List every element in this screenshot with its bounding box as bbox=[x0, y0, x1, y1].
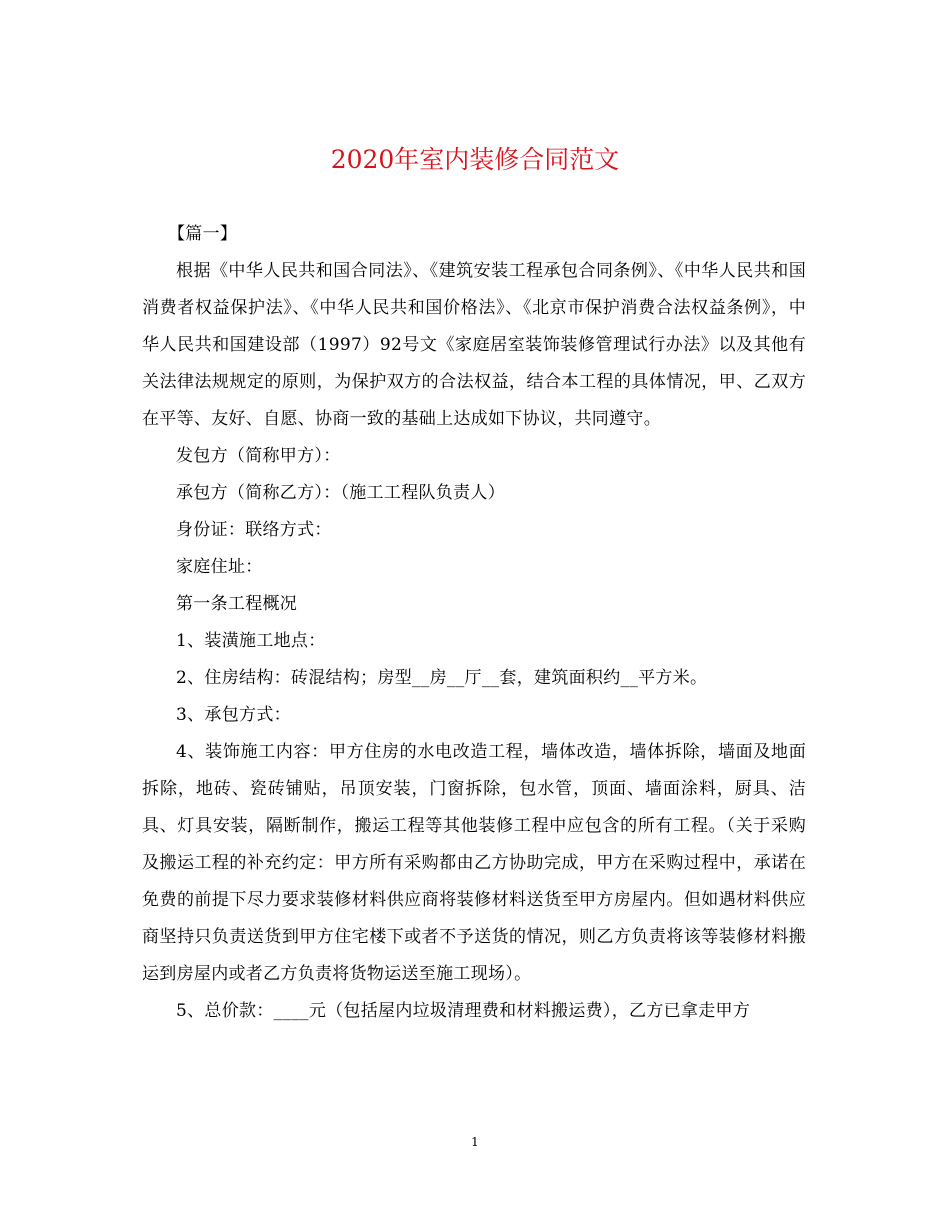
document-title: 2020年室内装修合同范文 bbox=[330, 145, 620, 174]
paragraph-item-4: 4、装饰施工内容：甲方住房的水电改造工程，墙体改造，墙体拆除，墙面及地面拆除，地砖、瓷砖铺贴，吊顶安装，门窗拆除，包水管，顶面、墙面涂料，厨具、洁具、灯具安装，隔断制作，搬运工程等其他装修工程中应包含的所有工程。（关于采购及搬运工程的补充约定：甲方所有采购都由乙方协助完成，甲方在采购过程中，承诺在免费的前提下尽力要求装修材料供应商将装修材料送货至甲方房屋内。但如遇材料供应商坚持只负责送货到甲方住宅楼下或者不予送货的情况，则乙方负责将该等装修材料搬运到房屋内或者乙方负责将货物运送至施工现场）。 bbox=[142, 742, 806, 984]
paragraph-party-b: 承包方（简称乙方）：（施工工程队负责人） bbox=[176, 483, 505, 503]
paragraph-address: 家庭住址： bbox=[176, 557, 263, 577]
paragraph-preamble: 根据《中华人民共和国合同法》、《建筑安装工程承包合同条例》、《中华人民共和国消费者权益保护法》、《中华人民共和国价格法》、《北京市保护消费合法权益条例》，中华人民共和国建设部（1997）92号文《家庭居室装饰装修管理试行办法》以及其他有关法律法规规定的原则，为保护双方的合法权益，结合本工程的具体情况，甲、乙双方在平等、友好、自愿、协商一致的基础上达成如下协议，共同遵守。 bbox=[142, 261, 806, 429]
paragraph-item-3: 3、承包方式： bbox=[176, 705, 291, 725]
paragraph-item-5: 5、总价款：____元（包括屋内垃圾清理费和材料搬运费），乙方已拿走甲方 bbox=[176, 1001, 751, 1021]
paragraph-item-2: 2、住房结构：砖混结构；房型__房__厅__套，建筑面积约__平方米。 bbox=[176, 668, 708, 688]
paragraph-party-a: 发包方（简称甲方）： bbox=[176, 446, 341, 466]
paragraph-item-1: 1、装潢施工地点： bbox=[176, 631, 326, 651]
paragraph-id-contact: 身份证：联络方式： bbox=[176, 520, 332, 540]
section-label: 【篇一】 bbox=[168, 224, 238, 244]
document-body bbox=[142, 216, 806, 1030]
page-number: 1 bbox=[471, 1135, 479, 1149]
paragraph-article-one: 第一条工程概况 bbox=[176, 594, 298, 614]
